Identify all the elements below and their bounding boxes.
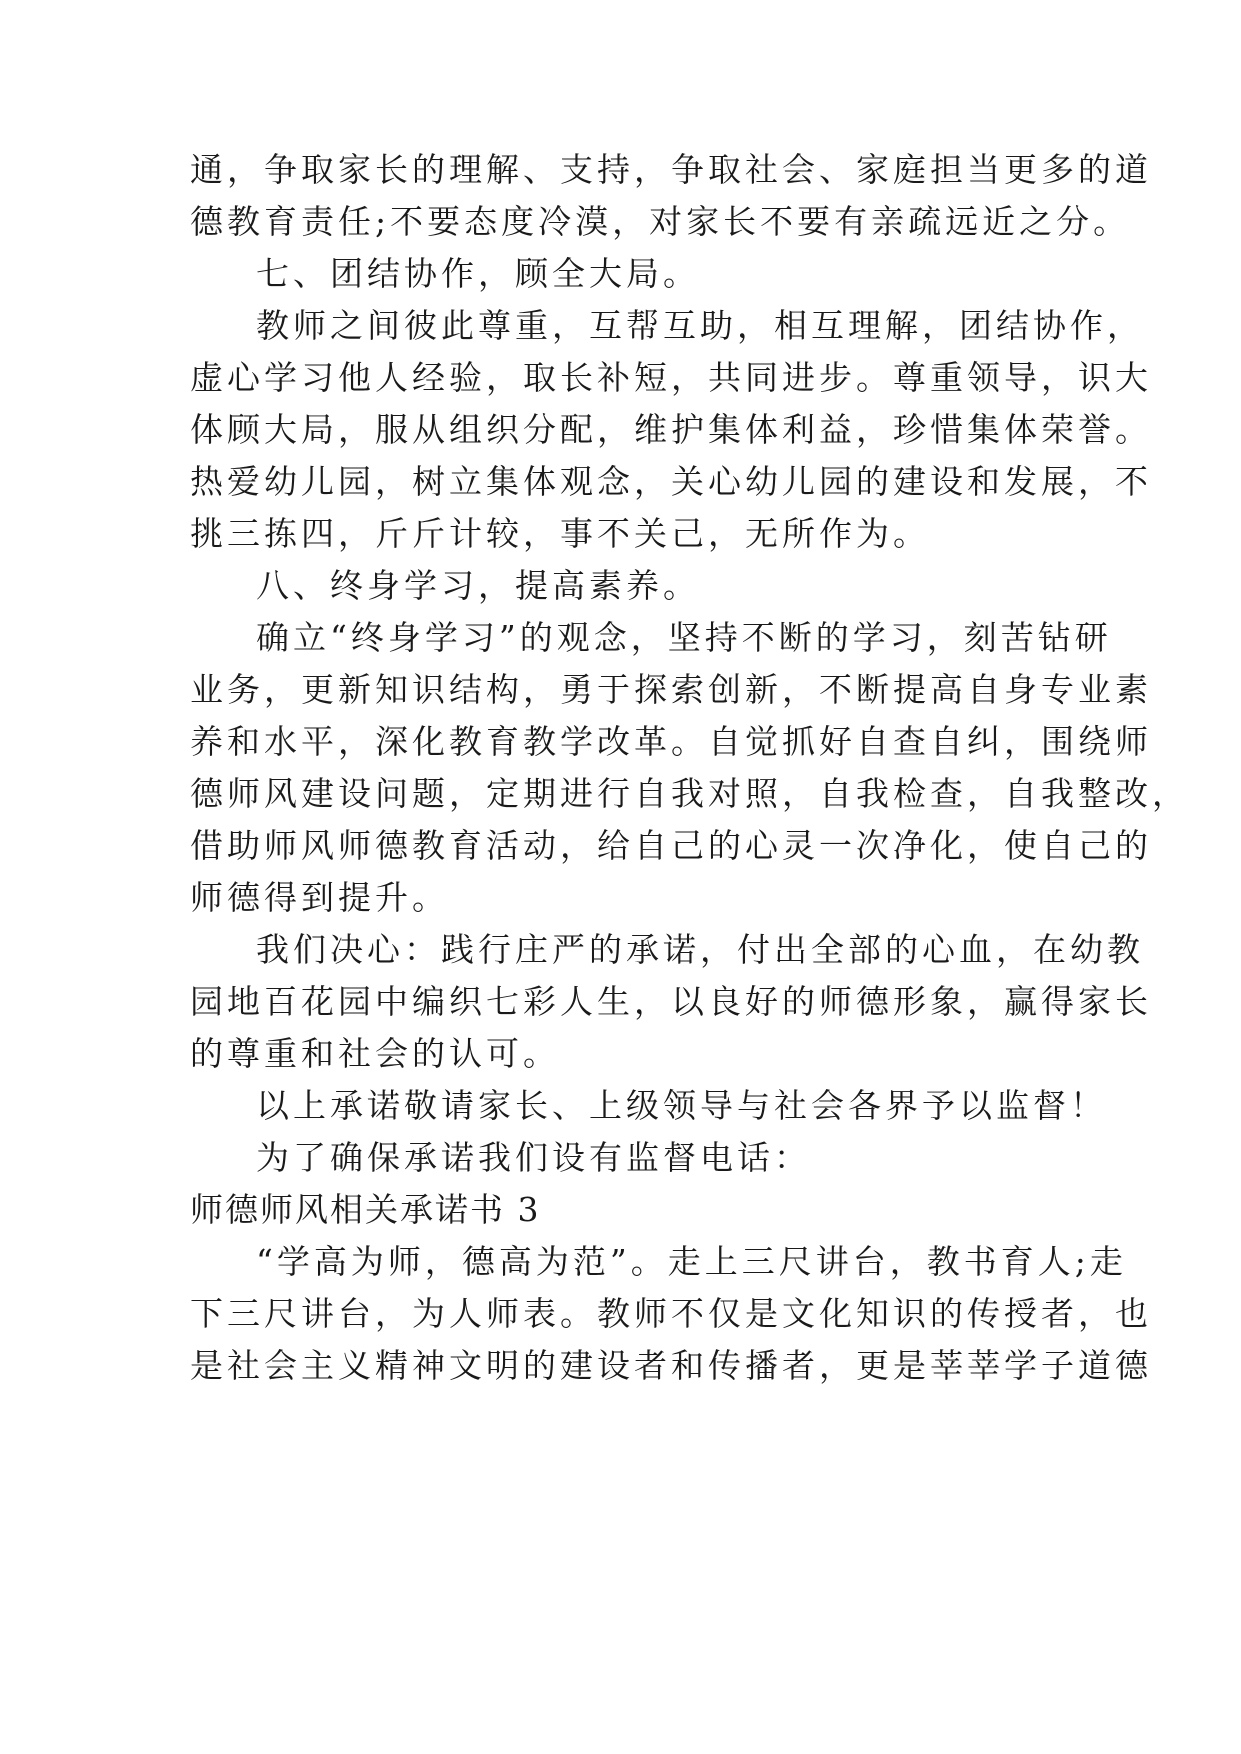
paragraph-line: 通，争取家长的理解、支持，争取社会、家庭担当更多的道 [190,150,1152,189]
paragraph-line: “学高为师，德高为范”。走上三尺讲台，教书育人;走 [256,1242,1127,1281]
paragraph-line: 确立“终身学习”的观念，坚持不断的学习，刻苦钻研 [256,618,1112,657]
paragraph-line: 是社会主义精神文明的建设者和传播者，更是莘莘学子道德 [190,1346,1152,1385]
paragraph-line: 我们决心：践行庄严的承诺，付出全部的心血，在幼教 [256,930,1144,969]
paragraph-line: 以上承诺敬请家长、上级领导与社会各界予以监督！ [256,1086,1107,1125]
section-heading: 八、终身学习，提高素养。 [256,566,700,605]
paragraph-line: 体顾大局，服从组织分配，维护集体利益，珍惜集体荣誉。 [190,410,1152,449]
paragraph-line: 业务，更新知识结构，勇于探索创新，不断提高自身专业素 [190,670,1152,709]
paragraph-line: 德教育责任;不要态度冷漠，对家长不要有亲疏远近之分。 [190,202,1131,241]
paragraph-line: 德师风建设问题，定期进行自我对照，自我检查，自我整改， [190,774,1189,813]
document-title: 师德师风相关承诺书 3 [190,1190,541,1229]
paragraph-line: 热爱幼儿园，树立集体观念，关心幼儿园的建设和发展，不 [190,462,1152,501]
paragraph-line: 园地百花园中编织七彩人生，以良好的师德形象，赢得家长 [190,982,1152,1021]
paragraph-line: 挑三拣四，斤斤计较，事不关己，无所作为。 [190,514,930,553]
paragraph-line: 借助师风师德教育活动，给自己的心灵一次净化，使自己的 [190,826,1152,865]
paragraph-line: 教师之间彼此尊重，互帮互助，相互理解，团结协作， [256,306,1144,345]
paragraph-line: 为了确保承诺我们设有监督电话： [256,1138,811,1177]
paragraph-line: 养和水平，深化教育教学改革。自觉抓好自查自纠，围绕师 [190,722,1152,761]
paragraph-line: 师德得到提升。 [190,878,449,917]
paragraph-line: 下三尺讲台，为人师表。教师不仅是文化知识的传授者，也 [190,1294,1152,1333]
section-heading: 七、团结协作，顾全大局。 [256,254,700,293]
paragraph-line: 虚心学习他人经验，取长补短，共同进步。尊重领导，识大 [190,358,1152,397]
paragraph-line: 的尊重和社会的认可。 [190,1034,560,1073]
